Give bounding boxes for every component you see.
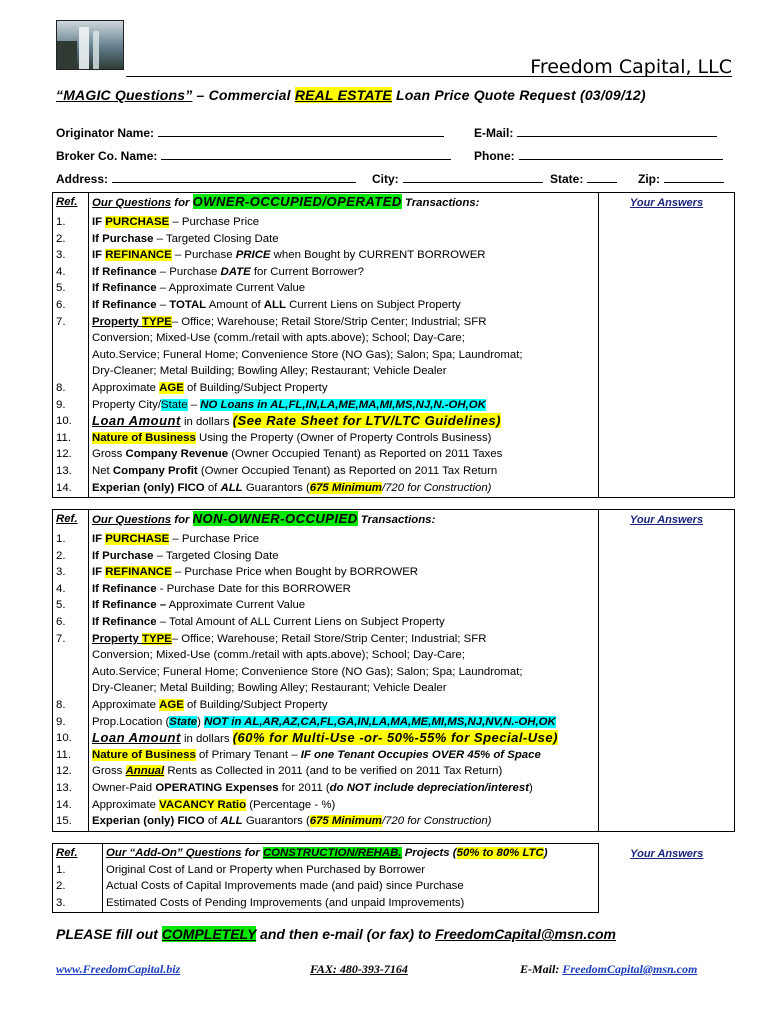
question-1: IF PURCHASE – Purchase Price (92, 216, 260, 228)
question-12: Gross Annual Rents as Collected in 2011 (and to be verified on 2011 Tax Return) (92, 765, 503, 778)
construction-table (52, 843, 735, 913)
question-8: Approximate AGE of Building/Subject Property (92, 381, 328, 394)
question-6: If Refinance – Total Amount of ALL Current Liens on Subject Property (92, 615, 445, 628)
question-12: Gross Company Revenue (Owner Occupied Tenant) as Reported on 2011 Taxes (92, 448, 503, 461)
question-14: Experian (only) FICO of ALL Guarantors (675 Minimum/720 for Construction) (92, 481, 492, 494)
question-1: IF PURCHASE – Purchase Price (92, 533, 260, 545)
phone-field[interactable]: Phone: (474, 149, 723, 163)
email-field[interactable]: E-Mail: (474, 126, 717, 140)
ref-column: Ref. 1. 2. 3. 4. 5. 6. 7. 8. 9. 10. 11. 12. 13. 14. 15. (53, 510, 89, 832)
section-heading: Our Questions for NON-OWNER-OCCUPIED Transactions: (92, 511, 436, 526)
questions-column (103, 844, 599, 913)
question-7: Property TYPE– Office; Warehouse; Retail Store/Strip Center; Industrial; SFR (92, 315, 487, 328)
section-heading: Our Questions for OWNER-OCCUPIED/OPERATED Transactions: (92, 194, 480, 209)
header-rule (126, 76, 732, 77)
state-field[interactable]: State: (550, 172, 617, 186)
question-9: Prop.Location (State) NOT in AL,AR,AZ,CA,FL,GA,IN,LA,MA,ME,MI,MS,NJ,NV,N.-OH,OK (92, 715, 556, 728)
question-7: Property TYPE– Office; Warehouse; Retail Store/Strip Center; Industrial; SFR (92, 632, 487, 645)
answers-label: Your Answers (630, 847, 704, 860)
question-3: Estimated Costs of Pending Improvements (and unpaid Improvements) (106, 896, 465, 909)
page-title: “MAGIC Questions” – Commercial REAL ESTATE Loan Price Quote Request (03/09/12) (56, 87, 646, 103)
question-2: Actual Costs of Capital Improvements made (and paid) since Purchase (106, 880, 464, 893)
question-11: Nature of Business Using the Property (Owner of Property Controls Business) (92, 431, 492, 444)
closing-email-link[interactable]: FreedomCapital@msn.com (435, 926, 616, 942)
footer-fax: FAX: 480-393-7164 (310, 962, 408, 976)
closing-instruction: PLEASE fill out COMPLETELY and then e-mail (or fax) to FreedomCapital@msn.com (56, 926, 616, 942)
question-1: Original Cost of Land or Property when Purchased by Borrower (106, 863, 426, 876)
city-field[interactable]: City: (372, 172, 543, 186)
owner-occupied-table (52, 192, 735, 498)
originator-field[interactable]: Originator Name: (56, 126, 444, 140)
answers-column[interactable] (599, 510, 735, 832)
ref-column: Ref. 1. 2. 3. (53, 844, 103, 913)
answers-column[interactable] (599, 844, 735, 913)
question-2: If Purchase – Targeted Closing Date (92, 549, 279, 562)
question-8: Approximate AGE of Building/Subject Property (92, 698, 328, 711)
question-14: Approximate VACANCY Ratio (Percentage - %) (92, 798, 336, 811)
ref-column: Ref. 1. 2. 3. 4. 5. 6. 7. 8. 9. 10. 11. 12. 13. 14. (53, 193, 89, 498)
questions-column: Our Questions for NON-OWNER-OCCUPIED Transactions: IF PURCHASE – Purchase Price If Purchase – Targeted Closing Date IF REFINANCE – Purchase Price when Bought by BORROWER If Refinance - Purchase Date for this BORROWER If Refinance – Approximate Current Value If Refinance – Total Amount of ALL Current Liens on Subject Property Property TYPE– Office; Warehouse; Retail Store/Strip Center; Industrial; SFR Conversion; Mixed-Use (comm./retail with apts.above); School; Day-Care; Auto.Service; Funeral Home; Convenience Store (NO Gas); Salon; Spa; Laundromat; Dry-Cleaner; Metal Building; Bowling Alley; Restaurant; Vehicle Dealer Approximate AGE of Building/Subject Property Prop.Location (State) NOT in AL,AR,AZ,CA,FL,GA,IN,LA,MA,ME,MI,MS,NJ,NV,N.-OH,OK Loan Amount in dollars (60% for Multi-Use -or- 50%-55% for Special-Use) Nature of Business of Primary Tenant – IF one Tenant Occupies OVER 45% of Space Gross Annual Rents as Collected in 2011 (and to be verified on 2011 Tax Return) Owner-Paid OPERATING Expenses for 2011 (do NOT include depreciation/interest) Approximate VACANCY Ratio (Percentage - %) Experian (only) FICO of ALL Guarantors (675 Minimum/720 for Construction) (89, 510, 599, 832)
question-13: Owner-Paid OPERATING Expenses for 2011 (do NOT include depreciation/interest) (92, 781, 533, 794)
footer-email[interactable]: E-Mail: FreedomCapital@msn.com (520, 962, 698, 976)
question-2: If Purchase – Targeted Closing Date (92, 232, 279, 245)
address-field[interactable]: Address: (56, 172, 356, 186)
zip-field[interactable]: Zip: (638, 172, 724, 186)
question-11: Nature of Business of Primary Tenant – IF one Tenant Occupies OVER 45% of Space (92, 748, 541, 761)
question-5: If Refinance – Approximate Current Value (92, 599, 306, 612)
question-3: IF REFINANCE – Purchase Price when Bought by BORROWER (92, 566, 419, 579)
firm-name: Freedom Capital, LLC (530, 56, 732, 78)
company-logo (56, 20, 124, 70)
question-3: IF REFINANCE – Purchase PRICE when Bought by CURRENT BORROWER (92, 249, 486, 262)
broker-field[interactable]: Broker Co. Name: (56, 149, 451, 163)
footer-website[interactable]: www.FreedomCapital.biz (56, 962, 181, 976)
question-6: If Refinance – TOTAL Amount of ALL Current Liens on Subject Property (92, 298, 461, 311)
question-5: If Refinance – Approximate Current Value (92, 282, 306, 295)
answers-label: Your Answers (629, 197, 704, 209)
question-10: Loan Amount in dollars (See Rate Sheet for LTV/LTC Guidelines) (92, 413, 501, 429)
question-4: If Refinance – Purchase DATE for Current Borrower? (92, 265, 364, 278)
non-owner-occupied-table (52, 509, 735, 832)
question-10: Loan Amount in dollars (60% for Multi-Use -or- 50%-55% for Special-Use) (92, 730, 558, 746)
questions-column: Our Questions for OWNER-OCCUPIED/OPERATED Transactions: IF PURCHASE – Purchase Price If Purchase – Targeted Closing Date IF REFINANCE – Purchase PRICE when Bought by CURRENT BORROWER If Refinance – Purchase DATE for Current Borrower? If Refinance – Approximate Current Value If Refinance – TOTAL Amount of ALL Current Liens on Subject Property Property TYPE– Office; Warehouse; Retail Store/Strip Center; Industrial; SFR Conversion; Mixed-Use (comm./retail with apts.above); School; Day-Care; Auto.Service; Funeral Home; Convenience Store (NO Gas); Salon; Spa; Laundromat; Dry-Cleaner; Metal Building; Bowling Alley; Restaurant; Vehicle Dealer Approximate AGE of Building/Subject Property Property City/State – NO Loans in AL,FL,IN,LA,ME,MA,MI,MS,NJ,N.-OH,OK Loan Amount in dollars (See Rate Sheet for LTV/LTC Guidelines) Nature of Business Using the Property (Owner of Property Controls Business) Gross Company Revenue (Owner Occupied Tenant) as Reported on 2011 Taxes Net Company Profit (Owner Occupied Tenant) as Reported on 2011 Tax Return Experian (only) FICO of ALL Guarantors (675 Minimum/720 for Construction) (89, 193, 599, 498)
question-13: Net Company Profit (Owner Occupied Tenant) as Reported on 2011 Tax Return (92, 464, 498, 477)
question-15: Experian (only) FICO of ALL Guarantors (675 Minimum/720 for Construction) (92, 815, 492, 828)
section-heading: Our “Add-On” Questions for CONSTRUCTION/REHAB. Projects (50% to 80% LTC) (106, 847, 548, 859)
question-9: Property City/State – NO Loans in AL,FL,IN,LA,ME,MA,MI,MS,NJ,N.-OH,OK (92, 398, 486, 411)
answers-column[interactable] (599, 193, 735, 498)
question-4: If Refinance - Purchase Date for this BORROWER (92, 582, 351, 595)
answers-label: Your Answers (629, 514, 704, 526)
